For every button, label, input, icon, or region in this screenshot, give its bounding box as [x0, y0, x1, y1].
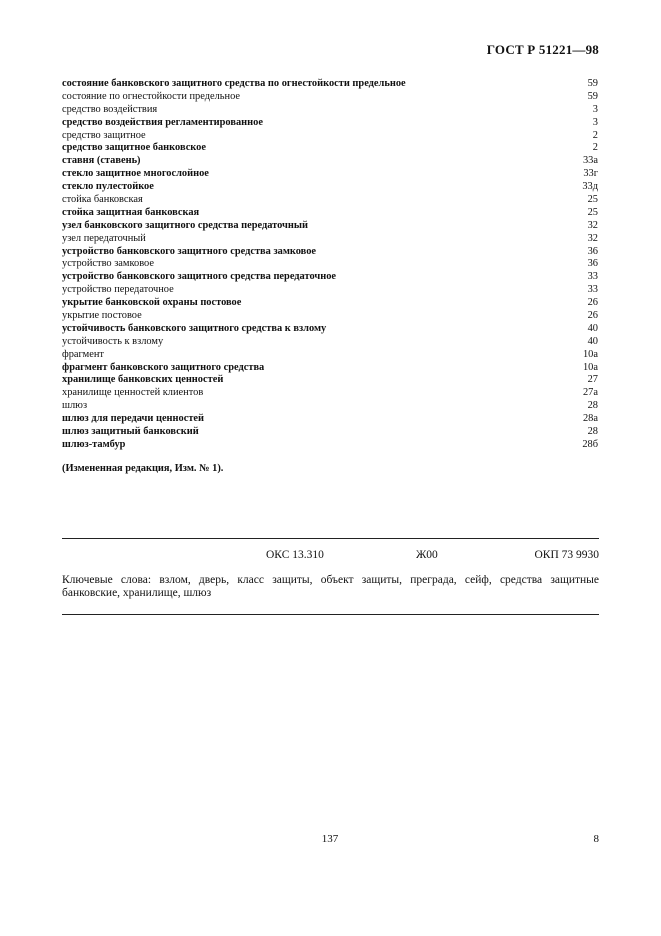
index-number: 2 — [592, 142, 598, 154]
index-entry — [62, 387, 598, 400]
index-term: средство воздействия — [62, 103, 158, 115]
index-term: стекло защитное многослойное — [62, 168, 209, 180]
index-term: стойка защитная банковская — [62, 206, 200, 218]
index-term: устройство замковое — [62, 258, 154, 270]
index-number: 59 — [587, 90, 598, 102]
index-term: узел банковского защитного средства передаточный — [62, 219, 309, 231]
index-term: стекло пулестойкое — [62, 181, 154, 193]
index-entry — [62, 323, 598, 336]
index-number: 10а — [582, 348, 598, 360]
index-entry — [62, 194, 598, 207]
index-number: 2 — [592, 129, 598, 141]
index-entry — [62, 310, 598, 323]
index-entry — [62, 155, 598, 168]
index-number: 25 — [587, 206, 598, 218]
index-entry — [62, 117, 598, 130]
index-number: 27а — [582, 387, 598, 399]
index-entry — [62, 91, 598, 104]
index-number: 33а — [582, 155, 598, 167]
index-entry — [62, 374, 598, 387]
divider-bottom — [62, 614, 599, 615]
index-entry — [62, 439, 598, 452]
index-number: 59 — [587, 78, 598, 89]
index-term: шлюз для передачи ценностей — [62, 413, 205, 425]
index-term: устройство банковского защитного средства передаточное — [62, 271, 337, 283]
index-number: 27 — [587, 374, 598, 386]
revision-note: (Измененная редакция, Изм. № 1). — [62, 463, 224, 474]
index-entry — [62, 130, 598, 143]
index-term: средство воздействия регламентированное — [62, 116, 263, 128]
index-number: 40 — [587, 335, 598, 347]
index-number: 33г — [583, 168, 598, 180]
index-term: укрытие банковской охраны постовое — [62, 297, 242, 309]
index-number: 28 — [587, 400, 598, 412]
index-number: 26 — [587, 310, 598, 322]
index-term: ставня (ставень) — [62, 155, 141, 167]
index-entry — [62, 207, 598, 220]
index-number: 3 — [592, 116, 598, 128]
index-entry — [62, 413, 598, 426]
index-term: укрытие постовое — [62, 310, 142, 322]
index-entry — [62, 271, 598, 284]
index-number: 32 — [587, 232, 598, 244]
index-term: хранилище банковских ценностей — [62, 374, 224, 386]
index-entry — [62, 284, 598, 297]
index-term: средство защитное банковское — [62, 142, 206, 154]
index-entry — [62, 104, 598, 117]
index-entry — [62, 258, 598, 271]
index-entry — [62, 349, 598, 362]
index-number: 33 — [587, 271, 598, 283]
index-term: устройство передаточное — [62, 284, 174, 296]
okc-code: ОКС 13.310 — [266, 549, 324, 561]
index-number: 36 — [587, 258, 598, 270]
okp-code: ОКП 73 9930 — [534, 549, 599, 561]
index-number: 25 — [587, 194, 598, 206]
index-number: 3 — [592, 103, 598, 115]
index-term: фрагмент банковского защитного средства — [62, 361, 265, 373]
index-number: 28 — [587, 426, 598, 438]
index-entry — [62, 362, 598, 375]
sheet-number: 8 — [593, 833, 599, 845]
index-number: 40 — [587, 322, 598, 334]
index-number: 28б — [582, 438, 598, 450]
index-list — [62, 78, 598, 452]
index-number: 26 — [587, 297, 598, 309]
index-number: 28а — [582, 413, 598, 425]
keywords: Ключевые слова: взлом, дверь, класс защиты, объект защиты, преграда, сейф, средства защитные банковские, хранилище, шлюз — [62, 574, 599, 599]
index-term: состояние по огнестойкости предельное — [62, 90, 241, 102]
index-entry — [62, 400, 598, 413]
index-number: 10а — [582, 361, 598, 373]
index-term: устойчивость к взлому — [62, 335, 164, 347]
index-term: узел передаточный — [62, 232, 146, 244]
index-entry — [62, 220, 598, 233]
index-entry — [62, 336, 598, 349]
page-number: 137 — [321, 833, 339, 845]
divider-top — [62, 538, 599, 539]
index-number: 33д — [582, 181, 598, 193]
index-term: шлюз защитный банковский — [62, 426, 199, 438]
index-term: шлюз-тамбур — [62, 438, 126, 450]
index-term: состояние банковского защитного средства по огнестойкости предельное — [62, 78, 406, 89]
index-entry — [62, 297, 598, 310]
index-entry — [62, 142, 598, 155]
index-term: фрагмент — [62, 348, 104, 360]
index-entry — [62, 426, 598, 439]
index-entry — [62, 168, 598, 181]
index-entry — [62, 246, 598, 259]
document-header: ГОСТ Р 51221—98 — [486, 42, 599, 57]
index-term: устройство банковского защитного средства замковое — [62, 245, 317, 257]
zh-code: Ж00 — [416, 549, 438, 561]
index-number: 32 — [587, 219, 598, 231]
index-entry — [62, 233, 598, 246]
classification-codes — [62, 549, 599, 563]
index-term: средство защитное — [62, 129, 146, 141]
index-term: устойчивость банковского защитного средства к взлому — [62, 322, 327, 334]
index-term: хранилище ценностей клиентов — [62, 387, 204, 399]
index-entry — [62, 181, 598, 194]
index-entry — [62, 78, 598, 91]
index-term: шлюз — [62, 400, 88, 412]
index-term: стойка банковская — [62, 194, 143, 206]
index-number: 33 — [587, 284, 598, 296]
index-number: 36 — [587, 245, 598, 257]
